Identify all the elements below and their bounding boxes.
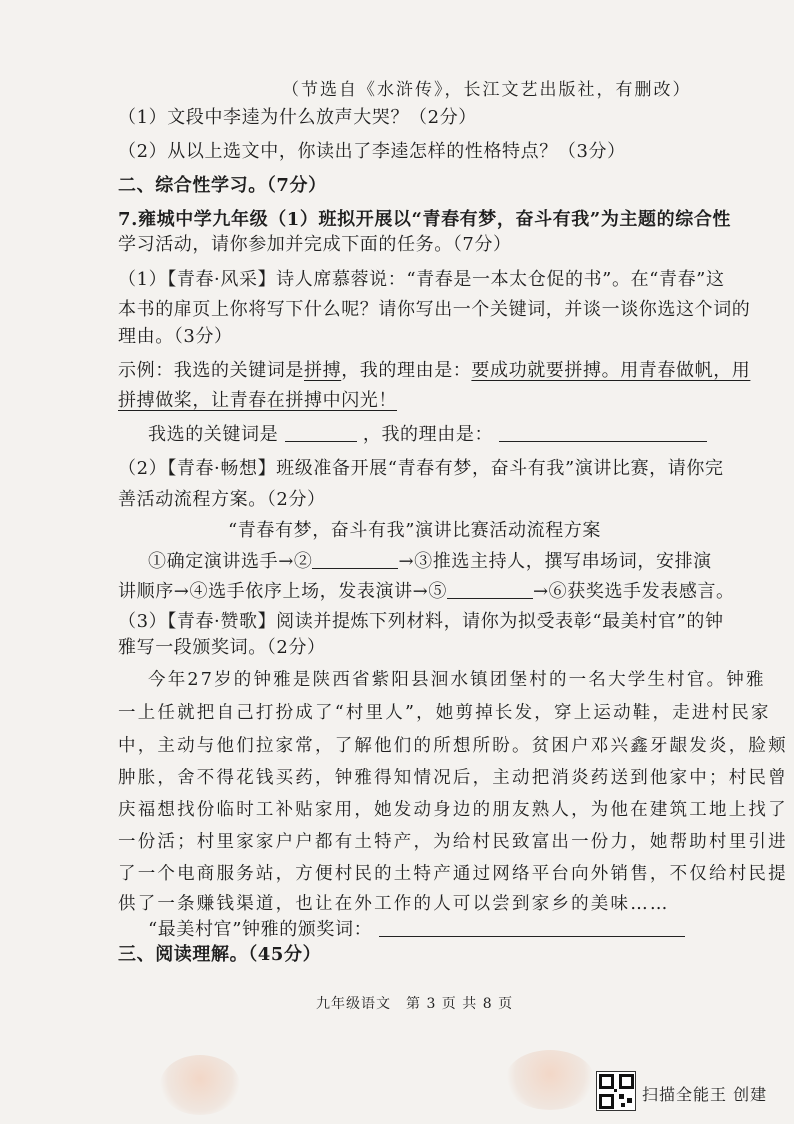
flow-line-1 (148, 550, 712, 574)
keyword-blank[interactable] (285, 423, 357, 442)
task-1-line-1: （1）【青春·风采】诗人席慕蓉说：“青春是一本太仓促的书”。在“青春”这 (118, 269, 725, 290)
section-3-heading: 三、阅读理解。（45分） (118, 944, 322, 965)
flow-line-2 (118, 580, 735, 604)
section-2-heading: 二、综合性学习。（7分） (118, 175, 327, 196)
story-line-7: 了一个电商服务站，方便村民的土特产通过网络平台向外销售，不仅给村民提 (118, 864, 788, 884)
story-line-6: 一份活；村里家家户户都有土特产，为给村民致富出一份力，她帮助村里引进 (118, 832, 788, 852)
answer-keyword-prefix: 我选的关键词是 (148, 424, 279, 445)
task-3-line-2: 雅写一段颁奖词。（2分） (118, 637, 326, 658)
task-1-answer-line (148, 423, 707, 447)
qr-code-icon (596, 1071, 636, 1111)
question-1: （1）文段中李逵为什么放声大哭？（2分） (118, 107, 477, 128)
stain-left (160, 1055, 240, 1115)
step-2-blank[interactable] (312, 550, 398, 569)
step-5-blank[interactable] (447, 580, 533, 599)
example-keyword: 拼搏 (304, 360, 342, 381)
flow-step-3: →③推选主持人，撰写串场词，安排演 (398, 551, 712, 572)
task-2-line-2: 善活动流程方案。（2分） (118, 489, 326, 510)
story-line-5: 庆福想找份临时工补贴家用，她发动身边的朋友熟人，为他在建筑工地上找了 (118, 800, 788, 820)
task-2-line-1: （2）【青春·畅想】班级准备开展“青春有梦，奋斗有我”演讲比赛，请你完 (118, 458, 724, 479)
page-footer: 九年级语文 第 3 页 共 8 页 (316, 996, 514, 1012)
question-7-line-1: 7.雍城中学九年级（1）班拟开展以“青春有梦，奋斗有我”为主题的综合性 (118, 209, 732, 230)
flow-step-1-2: ①确定演讲选手→② (148, 551, 313, 572)
story-line-2: 一上任就把自己打扮成了“村里人”，她剪掉长发，穿上运动鞋，走进村民家 (118, 703, 771, 723)
task-1-line-2: 本书的扉页上你将写下什么呢？请你写出一个关键词，并谈一谈你选这个词的 (118, 299, 751, 320)
task-1-example-line-2: 拼搏做桨，让青春在拼搏中闪光！ (118, 390, 397, 411)
award-line (148, 918, 685, 942)
story-line-3: 中，主动与他们拉家常，了解他们的所想所盼。贫困户邓兴鑫牙龈发炎，脸颊 (118, 736, 788, 756)
story-line-4: 肿胀，舍不得花钱买药，钟雅得知情况后，主动把消炎药送到他家中；村民曾 (118, 768, 788, 788)
example-mid: ，我的理由是： (341, 360, 472, 381)
award-blank[interactable] (379, 918, 685, 937)
question-7-line-2: 学习活动，请你参加并完成下面的任务。（7分） (118, 234, 512, 255)
answer-reason-prefix: ，我的理由是： (362, 424, 494, 445)
example-reason-1: 要成功就要拼搏。用青春做帆，用 (471, 360, 751, 381)
reason-blank[interactable] (499, 423, 707, 442)
scanner-brand: 扫描全能王 创建 (642, 1085, 768, 1104)
task-1-line-3: 理由。（3分） (118, 326, 233, 347)
plan-title: “青春有梦，奋斗有我”演讲比赛活动流程方案 (228, 520, 602, 541)
stain-right (505, 1050, 595, 1110)
story-line-8: 供了一条赚钱渠道，也让在外工作的人可以尝到家乡的美味…… (118, 894, 670, 914)
source-note: （节选自《水浒传》，长江文艺出版社，有删改） (282, 80, 692, 100)
flow-step-6: →⑥获奖选手发表感言。 (532, 581, 735, 602)
flow-step-4-5: 讲顺序→④选手依序上场，发表演讲→⑤ (118, 581, 447, 602)
task-3-line-1: （3）【青春·赞歌】阅读并提炼下列材料，请你为拟受表彰“最美村官”的钟 (118, 611, 724, 632)
example-prefix: 示例：我选的关键词是 (118, 360, 304, 381)
story-line-1: 今年27岁的钟雅是陕西省紫阳县洄水镇团堡村的一名大学生村官。钟雅 (148, 670, 766, 690)
award-prefix: “最美村官”钟雅的颁奖词： (148, 919, 373, 940)
question-2: （2）从以上选文中，你读出了李逵怎样的性格特点？（3分） (118, 141, 626, 162)
task-1-example-line-1 (118, 359, 750, 383)
